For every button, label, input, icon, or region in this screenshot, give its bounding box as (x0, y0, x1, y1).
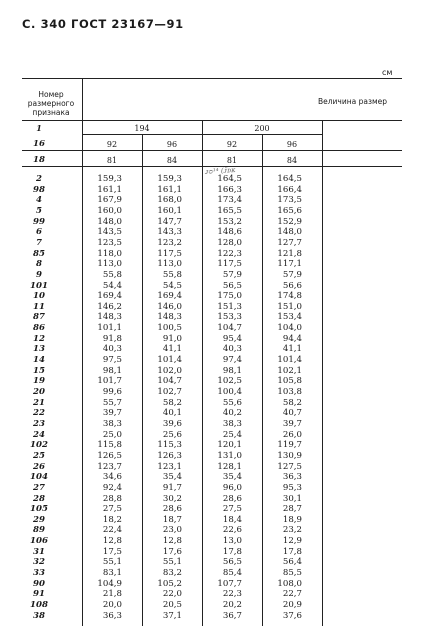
table-cell: 123,2 (157, 237, 182, 248)
row-number: 108 (30, 600, 48, 610)
table-cell: 130,9 (277, 450, 302, 461)
table-cell: 54,5 (162, 280, 182, 291)
row-number: 11 (33, 301, 45, 312)
table-cell: 37,1 (162, 610, 182, 621)
table-cell: 108,0 (277, 578, 302, 589)
table-cell: 117,1 (277, 259, 302, 270)
r18-c0: 81 (106, 156, 118, 165)
row-number: 20 (33, 387, 45, 397)
row-number: 22 (33, 408, 45, 419)
row-number: 38 (33, 610, 45, 621)
table-cell: 95,4 (222, 333, 242, 344)
table-cell: 98,1 (222, 365, 242, 376)
table-cell: 17,5 (102, 546, 122, 557)
table-cell: 20,2 (222, 600, 242, 610)
table-cell: 39,7 (102, 408, 122, 419)
table-cell: 115,3 (157, 440, 182, 451)
r16-c0: 92 (106, 140, 118, 149)
table-cell: 164,5 (217, 174, 242, 184)
table-cell: 122,3 (217, 248, 242, 259)
table-cell: 28,8 (102, 493, 122, 504)
col-divider-4 (322, 120, 323, 626)
row-number: 19 (33, 376, 45, 387)
row-number: 6 (36, 227, 42, 238)
table-cell: 54,4 (102, 280, 122, 291)
table-cell: 115,8 (97, 440, 122, 451)
row-number: 87 (33, 312, 45, 323)
size-194: 194 (134, 124, 150, 133)
table-cell: 18,4 (222, 514, 242, 525)
row-number: 102 (30, 440, 48, 451)
table-cell: 26,0 (282, 429, 302, 440)
size-200: 200 (254, 124, 270, 133)
table-cell: 168,0 (157, 195, 182, 206)
row-label-1: 1 (36, 123, 42, 133)
table-cell: 104,9 (97, 578, 122, 589)
table-cell: 100,4 (217, 387, 242, 397)
row-number: 15 (33, 365, 45, 376)
row-number: 85 (33, 248, 45, 259)
table-cell: 17,6 (162, 546, 182, 557)
table-cell: 39,6 (162, 418, 182, 429)
table-cell: 38,3 (222, 418, 242, 429)
measure-label: Величина размер (318, 97, 387, 106)
table-cell: 117,5 (217, 259, 242, 270)
table-cell: 58,2 (162, 397, 182, 408)
table-cell: 126,3 (157, 450, 182, 461)
r18-c3: 84 (286, 156, 298, 165)
row-number: 104 (30, 472, 48, 483)
table-cell: 126,5 (97, 450, 122, 461)
table-cell: 39,7 (282, 418, 302, 429)
table-cell: 95,3 (282, 482, 302, 493)
table-cell: 30,1 (282, 493, 302, 504)
table-cell: 104,0 (277, 323, 302, 334)
table-cell: 151,3 (217, 301, 242, 312)
table-cell: 38,3 (102, 418, 122, 429)
table-cell: 165,5 (217, 205, 242, 216)
table-cell: 40,1 (162, 408, 182, 419)
table-cell: 117,5 (157, 248, 182, 259)
row-number: 32 (33, 557, 45, 568)
table-cell: 12,8 (102, 536, 122, 547)
table-cell: 161,1 (157, 184, 182, 195)
row-number: 33 (33, 568, 45, 579)
table-cell: 40,7 (282, 408, 302, 419)
table-cell: 121,8 (277, 248, 302, 259)
table-cell: 55,8 (162, 269, 182, 280)
unit-label: см (382, 68, 393, 77)
r18-c1: 84 (166, 156, 178, 165)
table-cell: 160,1 (157, 205, 182, 216)
table-cell: 118,0 (97, 248, 122, 259)
row-number: 28 (33, 493, 45, 504)
row-number: 90 (33, 578, 45, 589)
table-cell: 18,9 (282, 514, 302, 525)
table-cell: 56,6 (282, 280, 302, 291)
table-cell: 40,2 (222, 408, 242, 419)
table-cell: 85,4 (222, 568, 242, 579)
table-cell: 113,0 (97, 259, 122, 270)
table-cell: 56,5 (222, 280, 242, 291)
table-cell: 91,7 (162, 482, 182, 493)
table-cell: 148,0 (97, 216, 122, 227)
row-number: 29 (33, 514, 45, 525)
table-cell: 153,3 (217, 312, 242, 323)
table-cell: 57,9 (222, 269, 242, 280)
table-cell: 175,0 (217, 291, 242, 302)
row-number: 10 (33, 291, 45, 302)
table-cell: 34,6 (102, 472, 122, 483)
table-cell: 148,6 (217, 227, 242, 238)
table-cell: 97,4 (222, 355, 242, 366)
header-rule-2 (82, 134, 322, 135)
table-cell: 40,3 (102, 344, 122, 355)
table-cell: 105,8 (277, 376, 302, 387)
table-cell: 169,4 (97, 291, 122, 302)
table-cell: 85,5 (282, 568, 302, 579)
table-cell: 98,1 (102, 365, 122, 376)
table-cell: 167,9 (97, 195, 122, 206)
row-number: 21 (33, 397, 45, 408)
row-number: 26 (33, 461, 45, 472)
table-cell: 36,7 (222, 610, 242, 621)
table-cell: 36,3 (282, 472, 302, 483)
table-cell: 55,6 (222, 397, 242, 408)
table-cell: 103,8 (277, 387, 302, 397)
table-cell: 113,0 (157, 259, 182, 270)
table-cell: 21,8 (102, 589, 122, 600)
row-number: 9 (36, 269, 42, 280)
table-cell: 41,1 (282, 344, 302, 355)
table-cell: 25,0 (102, 429, 122, 440)
table-cell: 123,5 (97, 237, 122, 248)
table-cell: 143,3 (157, 227, 182, 238)
table-cell: 20,0 (102, 600, 122, 610)
table-cell: 18,7 (162, 514, 182, 525)
table-cell: 55,8 (102, 269, 122, 280)
table-cell: 128,0 (217, 237, 242, 248)
table-cell: 57,9 (282, 269, 302, 280)
table-cell: 22,7 (282, 589, 302, 600)
r16-c2: 92 (226, 140, 238, 149)
row-number: 31 (33, 546, 45, 557)
table-cell: 20,5 (162, 600, 182, 610)
row-number: 13 (33, 344, 45, 355)
table-cell: 96,0 (222, 482, 242, 493)
table-cell: 166,4 (277, 184, 302, 195)
table-top-rule (22, 78, 402, 79)
table-cell: 160,0 (97, 205, 122, 216)
table-cell: 22,4 (102, 525, 122, 536)
table-cell: 28,6 (222, 493, 242, 504)
table-cell: 146,2 (97, 301, 122, 312)
table-cell: 13,0 (222, 536, 242, 547)
table-cell: 104,7 (157, 376, 182, 387)
table-cell: 25,4 (222, 429, 242, 440)
table-cell: 166,3 (217, 184, 242, 195)
table-cell: 55,1 (162, 557, 182, 568)
table-cell: 36,3 (102, 610, 122, 621)
header-rule-3 (22, 150, 402, 151)
row-number: 12 (33, 333, 45, 344)
row-number: 23 (33, 418, 45, 429)
table-cell: 20,9 (282, 600, 302, 610)
table-cell: 56,4 (282, 557, 302, 568)
table-cell: 28,7 (282, 504, 302, 515)
table-cell: 35,4 (162, 472, 182, 483)
r18-c2: 81 (226, 156, 238, 165)
table-cell: 91,0 (162, 333, 182, 344)
table-cell: 127,7 (277, 237, 302, 248)
row-number: 25 (33, 450, 45, 461)
table-cell: 169,4 (157, 291, 182, 302)
row-number: 7 (36, 237, 42, 248)
row-number: 5 (36, 205, 42, 216)
table-cell: 12,9 (282, 536, 302, 547)
table-cell: 99,6 (102, 387, 122, 397)
table-cell: 40,3 (222, 344, 242, 355)
row-number: 86 (33, 323, 45, 334)
table-cell: 23,0 (162, 525, 182, 536)
table-cell: 107,7 (217, 578, 242, 589)
table-cell: 83,1 (102, 568, 122, 579)
row-number: 24 (33, 429, 45, 440)
table-cell: 92,4 (102, 482, 122, 493)
table-cell: 35,4 (222, 472, 242, 483)
table-cell: 17,8 (282, 546, 302, 557)
table-cell: 105,2 (157, 578, 182, 589)
table-cell: 22,0 (162, 589, 182, 600)
table-cell: 119,7 (277, 440, 302, 451)
table-cell: 101,7 (97, 376, 122, 387)
table-cell: 27,5 (102, 504, 122, 515)
row-label-16: 16 (33, 139, 45, 149)
row-number: 91 (33, 589, 45, 600)
table-cell: 100,5 (157, 323, 182, 334)
row-label-18: 18 (33, 155, 45, 165)
table-cell: 148,3 (97, 312, 122, 323)
row-number: 99 (33, 216, 45, 227)
table-cell: 18,2 (102, 514, 122, 525)
table-cell: 152,9 (277, 216, 302, 227)
row-number: 89 (33, 525, 45, 536)
table-cell: 25,6 (162, 429, 182, 440)
table-cell: 58,2 (282, 397, 302, 408)
table-cell: 174,8 (277, 291, 302, 302)
table-cell: 55,7 (102, 397, 122, 408)
table-cell: 27,5 (222, 504, 242, 515)
row-number: 105 (30, 504, 48, 515)
table-cell: 147,7 (157, 216, 182, 227)
table-cell: 146,0 (157, 301, 182, 312)
row-header-label: Номер размерного признака (27, 90, 75, 117)
table-cell: 165,6 (277, 205, 302, 216)
table-cell: 56,5 (222, 557, 242, 568)
table-cell: 28,6 (162, 504, 182, 515)
table-cell: 143,5 (97, 227, 122, 238)
table-cell: 37,6 (282, 610, 302, 621)
table-cell: 12,8 (162, 536, 182, 547)
table-cell: 173,5 (277, 195, 302, 206)
r16-c3: 96 (286, 140, 298, 149)
table-cell: 123,1 (157, 461, 182, 472)
table-cell: 159,3 (157, 174, 182, 184)
row-number: 4 (36, 195, 42, 206)
table-cell: 153,4 (277, 312, 302, 323)
r16-c1: 96 (166, 140, 178, 149)
table-cell: 22,6 (222, 525, 242, 536)
table-cell: 94,4 (282, 333, 302, 344)
row-number: 14 (33, 355, 45, 366)
table-cell: 104,7 (217, 323, 242, 334)
table-cell: 123,7 (97, 461, 122, 472)
handwritten-mark: ᴊᴑ¹⁴ (ᴊ̈ᴅᴋ (204, 165, 236, 177)
table-cell: 102,1 (277, 365, 302, 376)
row-number: 101 (30, 280, 48, 291)
row-number: 98 (33, 184, 45, 195)
table-cell: 97,5 (102, 355, 122, 366)
table-cell: 30,2 (162, 493, 182, 504)
table-cell: 153,2 (217, 216, 242, 227)
table-cell: 161,1 (97, 184, 122, 195)
header-rule-1 (22, 120, 402, 121)
table-cell: 151,0 (277, 301, 302, 312)
table-cell: 164,5 (277, 174, 302, 184)
table-cell: 148,3 (157, 312, 182, 323)
table-cell: 41,1 (162, 344, 182, 355)
table-cell: 131,0 (217, 450, 242, 461)
table-cell: 101,4 (277, 355, 302, 366)
table-cell: 101,4 (157, 355, 182, 366)
table-cell: 22,3 (222, 589, 242, 600)
table-cell: 148,0 (277, 227, 302, 238)
table-cell: 23,2 (282, 525, 302, 536)
table-cell: 101,1 (97, 323, 122, 334)
table-cell: 91,8 (102, 333, 122, 344)
table-cell: 128,1 (217, 461, 242, 472)
table-cell: 83,2 (162, 568, 182, 579)
table-cell: 120,1 (217, 440, 242, 451)
row-number: 2 (36, 174, 42, 184)
table-cell: 55,1 (102, 557, 122, 568)
table-cell: 127,5 (277, 461, 302, 472)
table-cell: 102,5 (217, 376, 242, 387)
page-header: С. 340 ГОСТ 23167—91 (22, 17, 184, 31)
table-cell: 17,8 (222, 546, 242, 557)
table-cell: 173,4 (217, 195, 242, 206)
row-number: 106 (30, 536, 48, 547)
table-cell: 159,3 (97, 174, 122, 184)
row-number: 8 (36, 259, 42, 270)
row-number: 27 (33, 482, 45, 493)
table-cell: 102,0 (157, 365, 182, 376)
table-cell: 102,7 (157, 387, 182, 397)
